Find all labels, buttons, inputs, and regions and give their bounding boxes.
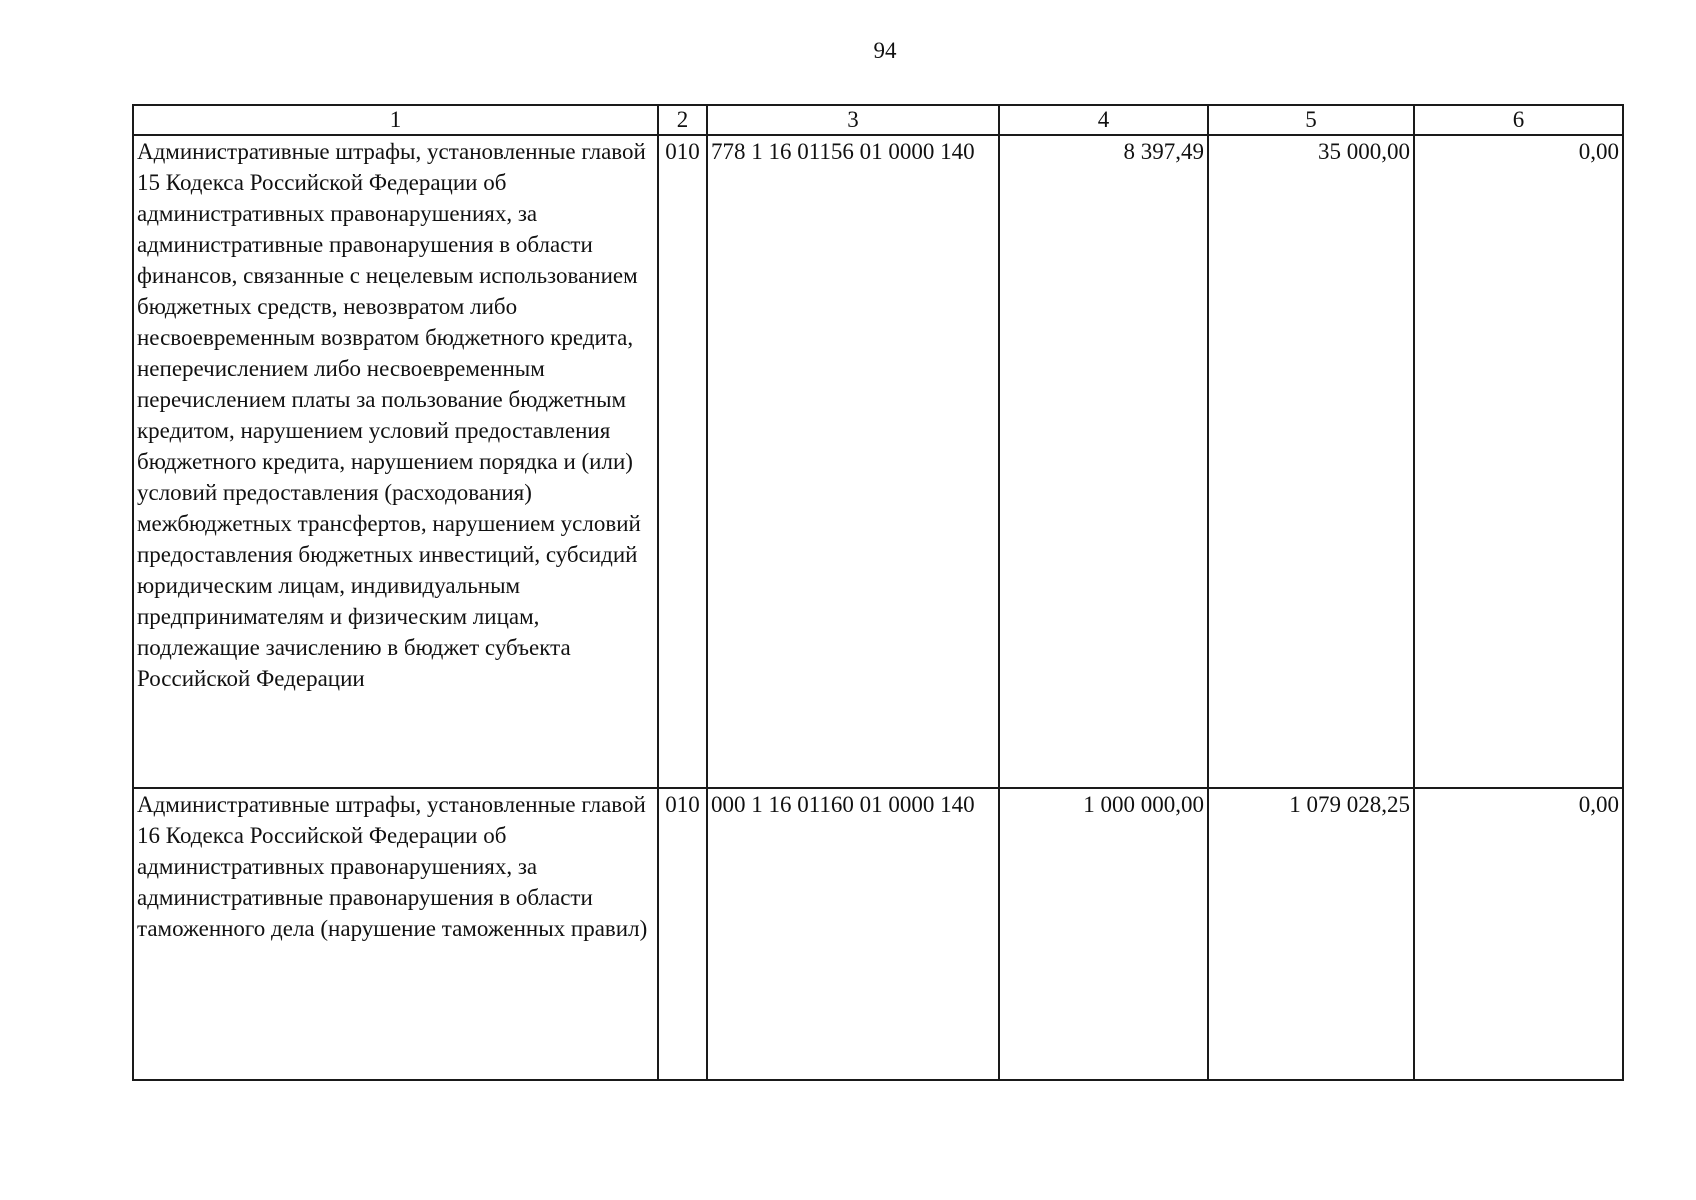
column-number-5: 5 — [1208, 105, 1414, 135]
column-number-2: 2 — [658, 105, 707, 135]
row-col4-value: 1 000 000,00 — [999, 788, 1208, 1080]
column-number-6: 6 — [1414, 105, 1623, 135]
row-col6-value: 0,00 — [1414, 135, 1623, 788]
column-number-1: 1 — [133, 105, 658, 135]
row-budget-code: 778 1 16 01156 01 0000 140 — [707, 135, 999, 788]
column-number-3: 3 — [707, 105, 999, 135]
row-line-code: 010 — [658, 135, 707, 788]
table-row — [133, 788, 1623, 1080]
row-col5-value: 35 000,00 — [1208, 135, 1414, 788]
row-col6-value: 0,00 — [1414, 788, 1623, 1080]
income-table — [132, 104, 1624, 1081]
row-col4-value: 8 397,49 — [999, 135, 1208, 788]
row-col5-value: 1 079 028,25 — [1208, 788, 1414, 1080]
row-line-code: 010 — [658, 788, 707, 1080]
column-number-row — [133, 105, 1623, 135]
row-budget-code: 000 1 16 01160 01 0000 140 — [707, 788, 999, 1080]
column-number-4: 4 — [999, 105, 1208, 135]
row-description: Административные штрафы, установленные главой 16 Кодекса Российской Федерации об административных правонарушениях, за административные правонарушения в области таможенного дела (нарушение таможенных правил) — [133, 788, 658, 1080]
row-description: Административные штрафы, установленные главой 15 Кодекса Российской Федерации об административных правонарушениях, за административные правонарушения в области финансов, связанные с нецелевым использованием бюджетных средств, невозвратом либо несвоевременным возвратом бюджетного кредита, неперечислением либо несвоевременным перечислением платы за пользование бюджетным кредитом, нарушением условий предоставления бюджетного кредита, нарушением порядка и (или) условий предоставления (расходования) межбюджетных трансфертов, нарушением условий предоставления бюджетных инвестиций, субсидий юридическим лицам, индивидуальным предпринимателям и физическим лицам, подлежащие зачислению в бюджет субъекта Российской Федерации — [133, 135, 658, 788]
page-number: 94 — [873, 38, 897, 63]
table-row — [133, 135, 1623, 788]
